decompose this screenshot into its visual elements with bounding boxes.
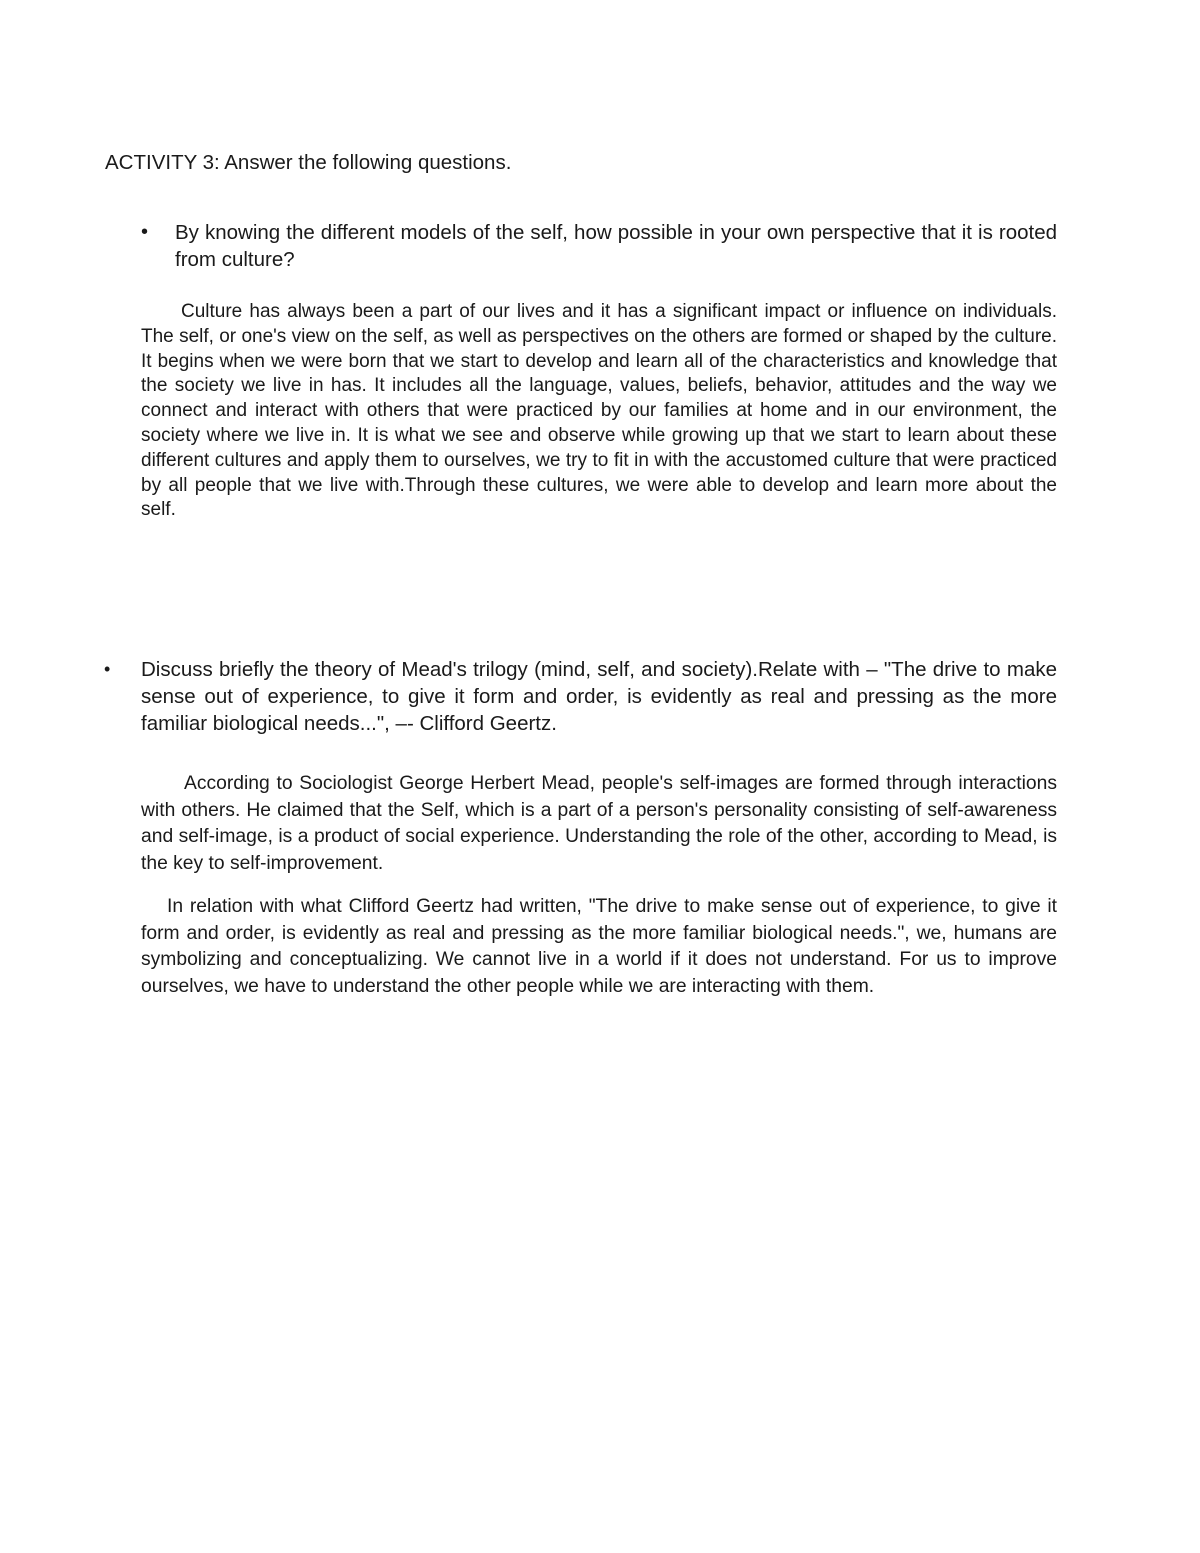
- bullet-1: •: [141, 221, 149, 243]
- bullet-2: •: [104, 659, 111, 679]
- question-1: By knowing the different models of the self, how possible in your own perspective that it is rooted from culture?: [175, 221, 1057, 271]
- activity-heading: ACTIVITY 3: Answer the following questions.: [105, 151, 512, 174]
- answer-1-paragraph: Culture has always been a part of our lives and it has a significant impact or influence on individuals. The self, or one's view on the self, as well as perspectives on the others are formed or shaped by the culture. It begins when we were born that we start to develop and learn all of the characteristics and knowledge that the society we live in has. It includes all the language, values, beliefs, behavior, attitudes and the way we connect and interact with others that were practiced by our families at home and in our environment, the society where we live in. It is what we see and observe while growing up that we start to learn about these different cultures and apply them to ourselves, we try to fit in with the accustomed culture that were practiced by all people that we live with.Through these cultures, we were able to develop and learn more about the self.: [141, 301, 1057, 521]
- answer-2-paragraph-2: In relation with what Clifford Geertz had written, "The drive to make sense out of experience, to give it form and order, is evidently as real and pressing as the more familiar biological needs.", we, humans are symbolizing and conceptualizing. We cannot live in a world if it does not understand. For us to improve ourselves, we have to understand the other people while we are interacting with them.: [141, 896, 1057, 997]
- answer-2-paragraph-1: According to Sociologist George Herbert Mead, people's self-images are formed through interactions with others. He claimed that the Self, which is a part of a person's personality consisting of self-awareness and self-image, is a product of social experience. Understanding the role of the other, according to Mead, is the key to self-improvement.: [141, 773, 1057, 874]
- question-2: Discuss briefly the theory of Mead's trilogy (mind, self, and society).Relate with – "The drive to make sense out of experience, to give it form and order, is evidently as real and pressing as the more familiar biological needs...", –- Clifford Geertz.: [141, 658, 1057, 735]
